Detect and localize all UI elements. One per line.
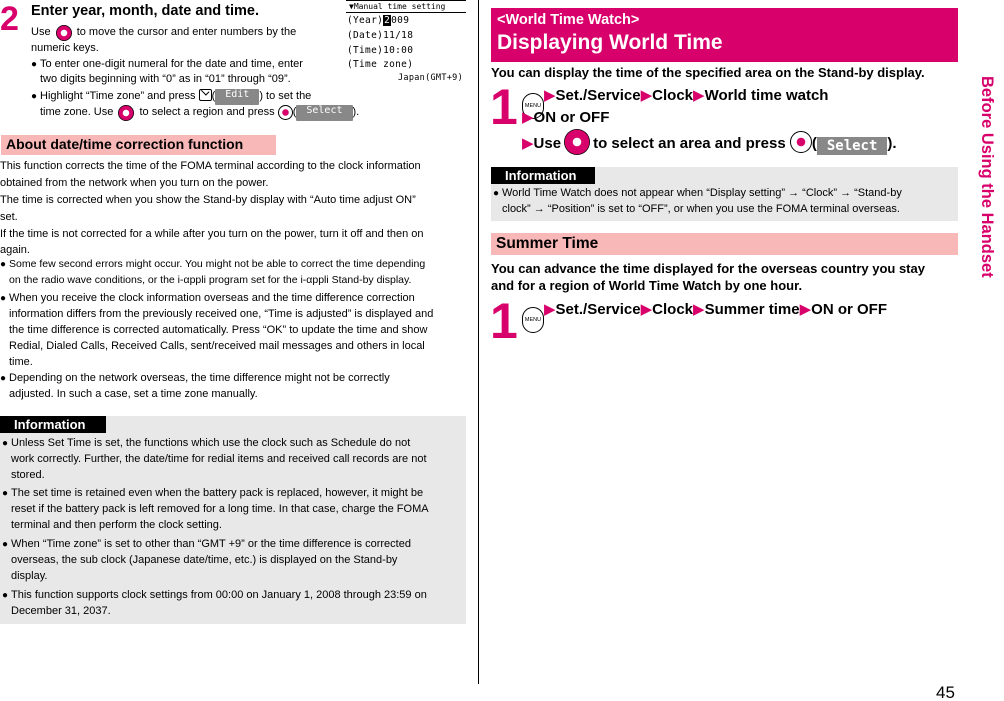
info-item [11, 452, 427, 468]
text: numeric keys. [31, 42, 99, 54]
text: Unless Set Time is set, the functions which use the clock such as Schedule do not [11, 437, 411, 449]
step-number: 2 [0, 0, 18, 38]
nav-key-icon [56, 25, 72, 41]
text: to move the cursor and enter numbers by the [76, 26, 297, 38]
arrow-icon: ▶ [544, 301, 556, 318]
arrow-icon: ▶ [544, 87, 556, 104]
info-tab: Information [491, 167, 595, 184]
text: Highlight “Time zone” and press [40, 90, 196, 102]
text: on the radio wave conditions, or the i-αppli program set for the i-αppli Stand-by display. [9, 274, 412, 286]
text: The set time is retained even when the battery pack is replaced, however, it might be [11, 487, 424, 499]
text: time. [9, 356, 33, 368]
text: to select a region and press [139, 106, 275, 118]
column-divider [478, 0, 479, 684]
menu-key-icon: MENU [522, 307, 544, 333]
text: (Date) [347, 30, 384, 41]
bullet-item: ● Some few second errors might occur. You might not be able to correct the time depending [0, 257, 425, 273]
text: work correctly. Further, the date/time for redial items and received call records are not [11, 453, 427, 465]
info-item: ● Unless Set Time is set, the functions which use the clock such as Schedule do not [2, 436, 410, 452]
nav-key-icon [564, 129, 590, 155]
bullet-item: ● When you receive the clock information overseas and the time difference correction [0, 291, 415, 307]
section-heading: About date/time correction function [1, 135, 276, 155]
text: Manual time setting [353, 2, 446, 11]
bullet-item [9, 307, 433, 323]
step-line: ▶Use to select an area and press ( Select ). [522, 129, 897, 157]
text: ) to set the [259, 90, 312, 102]
mail-key-icon [199, 89, 212, 101]
info-item: ● This function supports clock settings from 00:00 on January 1, 2008 through 23:59 on [2, 588, 427, 604]
info-item [11, 604, 111, 620]
text: ▶Use [522, 135, 562, 152]
text: When “Time zone” is set to other than “GMT +9” or the time difference is corrected [11, 538, 411, 550]
text: information differs from the previously received one, “Time is adjusted” is displayed and [9, 308, 434, 320]
screen-header: ▼Manual time setting [346, 0, 466, 13]
edit-softkey: Edit [215, 89, 259, 105]
cursor: 2 [384, 15, 391, 26]
left-column [0, 0, 470, 701]
menu-key-icon: MENU [522, 93, 544, 119]
step-line: ▶ON or OFF [522, 109, 610, 126]
text: December 31, 2037. [11, 605, 111, 617]
bullet-item [9, 355, 33, 371]
text: To enter one-digit numeral for the date and time, enter [40, 58, 303, 70]
text: display. [11, 570, 48, 582]
text: 10:00 [383, 45, 414, 56]
bullet-item [9, 323, 427, 339]
text: (Time) [347, 45, 384, 56]
text: overseas, the sub clock (Japanese date/time, etc.) is displayed on the Stand-by [11, 554, 398, 566]
info-tab: Information [0, 416, 106, 433]
bullet-item: ● Depending on the network overseas, the time difference might not be correctly [0, 371, 390, 387]
text: ). [352, 106, 360, 118]
step-number: 1 [490, 293, 518, 349]
text: World Time Watch does not appear when “Display setting” → “Clock” → “Stand-by [502, 187, 902, 199]
bullet-item: ● Highlight “Time zone” and press ( Edit ) to set the [31, 89, 311, 105]
side-tab [974, 0, 1004, 300]
intro-text: You can display the time of the specified area on the Stand-by display. [491, 65, 925, 80]
text: ). [887, 135, 897, 152]
text: Use [31, 26, 51, 38]
info-item [11, 502, 429, 518]
section-title: Displaying World Time [497, 31, 723, 54]
tz-row: (Time zone) [347, 59, 414, 70]
intro-text: You can advance the time displayed for the overseas country you stay [491, 261, 925, 276]
select-softkey: Select [817, 137, 888, 155]
text: When you receive the clock information overseas and the time difference correction [9, 292, 415, 304]
section-heading: Summer Time [491, 233, 958, 255]
page-number: 45 [936, 683, 955, 701]
select-softkey: Select [296, 105, 352, 121]
step-title: Enter year, month, date and time. [31, 3, 260, 19]
step-line [31, 25, 296, 41]
phone-screen [346, 0, 466, 98]
text: clock” → “Position” is set to “OFF”, or when you use the FOMA terminal overseas. [502, 203, 900, 215]
paragraph: obtained from the network when you turn on the power. [0, 177, 269, 189]
text: This function supports clock settings from 00:00 on January 1, 2008 through 23:59 on [11, 589, 427, 601]
bullet-item [40, 72, 291, 88]
step-line [522, 298, 887, 333]
info-item [502, 202, 900, 218]
text: (Year) [347, 15, 384, 26]
text: Some few second errors might occur. You might not be able to correct the time depending [9, 258, 426, 270]
paragraph: The time is corrected when you show the Stand-by display with “Auto time adjust ON” [0, 194, 416, 206]
bullet-item [9, 339, 425, 355]
text: stored. [11, 469, 45, 481]
info-item [11, 518, 222, 534]
text: 009 [391, 15, 410, 26]
text: to select an area and press [593, 135, 786, 152]
info-item: ● The set time is retained even when the battery pack is replaced, however, it might be [2, 486, 423, 502]
nav-key-icon [118, 105, 134, 121]
bullet-item [9, 387, 258, 403]
info-item [11, 553, 397, 569]
text: two digits beginning with “0” as in “01” through “09”. [40, 73, 291, 85]
text: terminal and then perform the clock setting. [11, 519, 222, 531]
section-header [491, 8, 958, 62]
info-item [11, 569, 47, 585]
text: the time difference is corrected automatically. Press “OK” to update the time and show [9, 324, 428, 336]
paragraph: again. [0, 244, 30, 256]
paragraph: set. [0, 211, 18, 223]
text: Depending on the network overseas, the time difference might not be correctly [9, 372, 390, 384]
info-item: ● World Time Watch does not appear when “Display setting” → “Clock” → “Stand-by [493, 186, 902, 202]
info-item: ● When “Time zone” is set to other than “GMT +9” or the time difference is corrected [2, 537, 411, 553]
bullet-item: time zone. Use to select a region and press ( Select ). [40, 105, 359, 121]
info-item [11, 468, 45, 484]
center-key-icon [278, 105, 293, 120]
date-row [346, 28, 466, 43]
text: Set./Service▶Clock▶Summer time▶ON or OFF [555, 301, 887, 318]
text: 11/18 [383, 30, 414, 41]
intro-text: and for a region of World Time Watch by one hour. [491, 278, 803, 293]
text: Set./Service▶Clock▶World time watch [555, 87, 829, 104]
step-number: 1 [490, 79, 518, 135]
step-line [31, 41, 99, 57]
section-subtitle: <World Time Watch> [497, 12, 640, 28]
paragraph: If the time is not corrected for a while after you turn on the power, turn it off and then on [0, 228, 424, 240]
text: time zone. Use [40, 106, 114, 118]
time-row [346, 43, 466, 58]
text: Redial, Dialed Calls, Received Calls, sent/received mail messages and others in local [9, 340, 425, 352]
side-tab-label: Before Using the Handset [978, 76, 996, 278]
bullet-item [9, 273, 411, 289]
text: reset if the battery pack is left removed for a long time. In that case, charge the FOMA [11, 503, 429, 515]
bullet-item: ● To enter one-digit numeral for the date and time, enter [31, 57, 303, 73]
center-key-icon [790, 131, 812, 153]
year-row [346, 13, 466, 28]
text: adjusted. In such a case, set a time zone manually. [9, 388, 258, 400]
tz-value: Japan(GMT+9) [397, 73, 463, 83]
paragraph: This function corrects the time of the FOMA terminal according to the clock information [0, 160, 421, 172]
